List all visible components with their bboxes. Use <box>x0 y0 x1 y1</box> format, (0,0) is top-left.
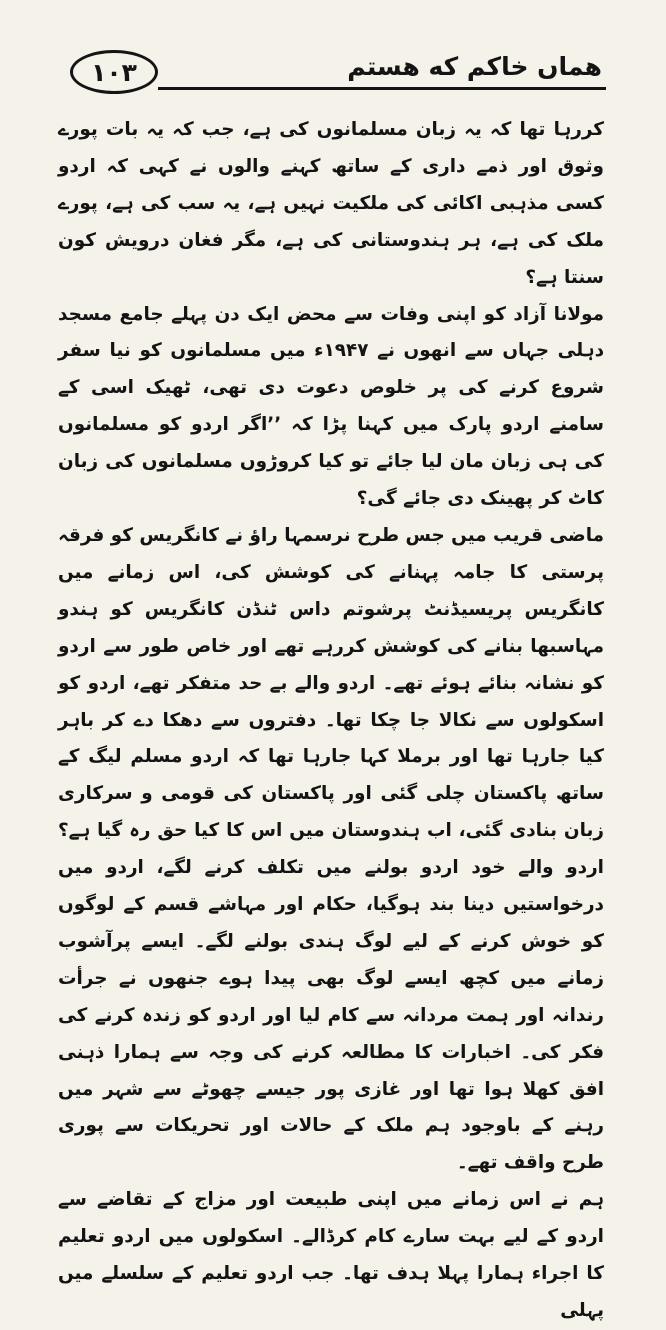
running-title: هماں خاکم که هستم <box>347 52 602 81</box>
paragraph-2: مولانا آزاد کو اپنی وفات سے محض ایک دن پہلے جامع مسجد دہلی جہاں سے انھوں نے ۱۹۴۷ء میں مسلمانوں کو نیا سفر شروع کرنے کی پر خلوص دعوت دی تھی، ٹھیک اسی کے سامنے اردو پارک میں کہنا پڑا کہ ’’اگر اردو کو مسلمانوں کی ہی زبان مان لیا جائے تو کیا کروڑوں مسلمانوں کی زبان کاٹ کر پھینک دی جائے گی؟ <box>58 303 605 510</box>
page-number <box>70 50 158 94</box>
paragraph-1: کررہا تھا کہ یہ زبان مسلمانوں کی ہے، جب کہ یہ بات پورے وثوق اور ذمے داری کے ساتھ کہنے والوں نے کہی کہ اردو کسی مذہبی اکائی کی ملکیت نہیں ہے، یہ سب کی ہے، پورے ملک کی ہے، ہر ہندوستانی کی ہے، مگر فغان درویش کون سنتا ہے؟ <box>58 119 604 288</box>
paragraph-3: ماضی قریب میں جس طرح نرسمہا راؤ نے کانگریس کو فرقہ پرستی کا جامہ پہنانے کی کوشش کی، اس زمانے میں کانگریس پریسیڈنٹ پرشوتم داس ٹنڈن کانگریس کو ہندو مہاسبھا بنانے کی کوشش کررہے تھے اور خاص طور سے اردو کو نشانہ بنائے ہوئے تھے۔ اردو والے بے حد متفکر تھے، اردو کو اسکولوں سے نکالا جا چکا تھا۔ دفتروں سے دھکا دے کر باہر کیا جارہا تھا اور برملا کہا جارہا تھا کہ اردو مسلم لیگ کے ساتھ پاکستان چلی گئی اور پاکستان کی قومی و سرکاری زبان بنادی گئی، اب ہندوستان میں اس کا کیا حق رہ گیا ہے؟ اردو والے خود اردو بولنے میں تکلف کرنے لگے، اردو میں درخواستیں دینا بند ہوگیا، حکام اور مہاشے قسم کے لوگوں کو خوش کرنے کے لیے لوگ ہندی بولنے لگے۔ ایسے پرآشوب زمانے میں کچھ ایسے لوگ بھی پیدا ہوے جنھوں نے جرأت رندانہ اور ہمت مردانہ سے کام لیا اور اردو کو زندہ کرنے کی فکر کی۔ اخبارات کا مطالعہ کرنے کی وجہ سے ہمارا ذہنی افق کھلا ہوا تھا اور غازی پور جیسے چھوٹے سے شہر میں رہنے کے باوجود ہم ملک کے حالات اور تحریکات سے پوری طرح واقف تھے۔ <box>58 524 604 1174</box>
body-text <box>58 112 604 1330</box>
page-number-text: ۱۰۳ <box>91 57 137 87</box>
paragraph-4: ہم نے اس زمانے میں اپنی طبیعت اور مزاج کے تقاضے سے اردو کے لیے بہت سارے کام کرڈالے۔ اسکولوں میں اردو تعلیم کا اجراء ہمارا پہلا ہدف تھا۔ جب اردو تعلیم کے سلسلے میں پہلی <box>58 1189 604 1321</box>
header-rule <box>158 87 606 90</box>
